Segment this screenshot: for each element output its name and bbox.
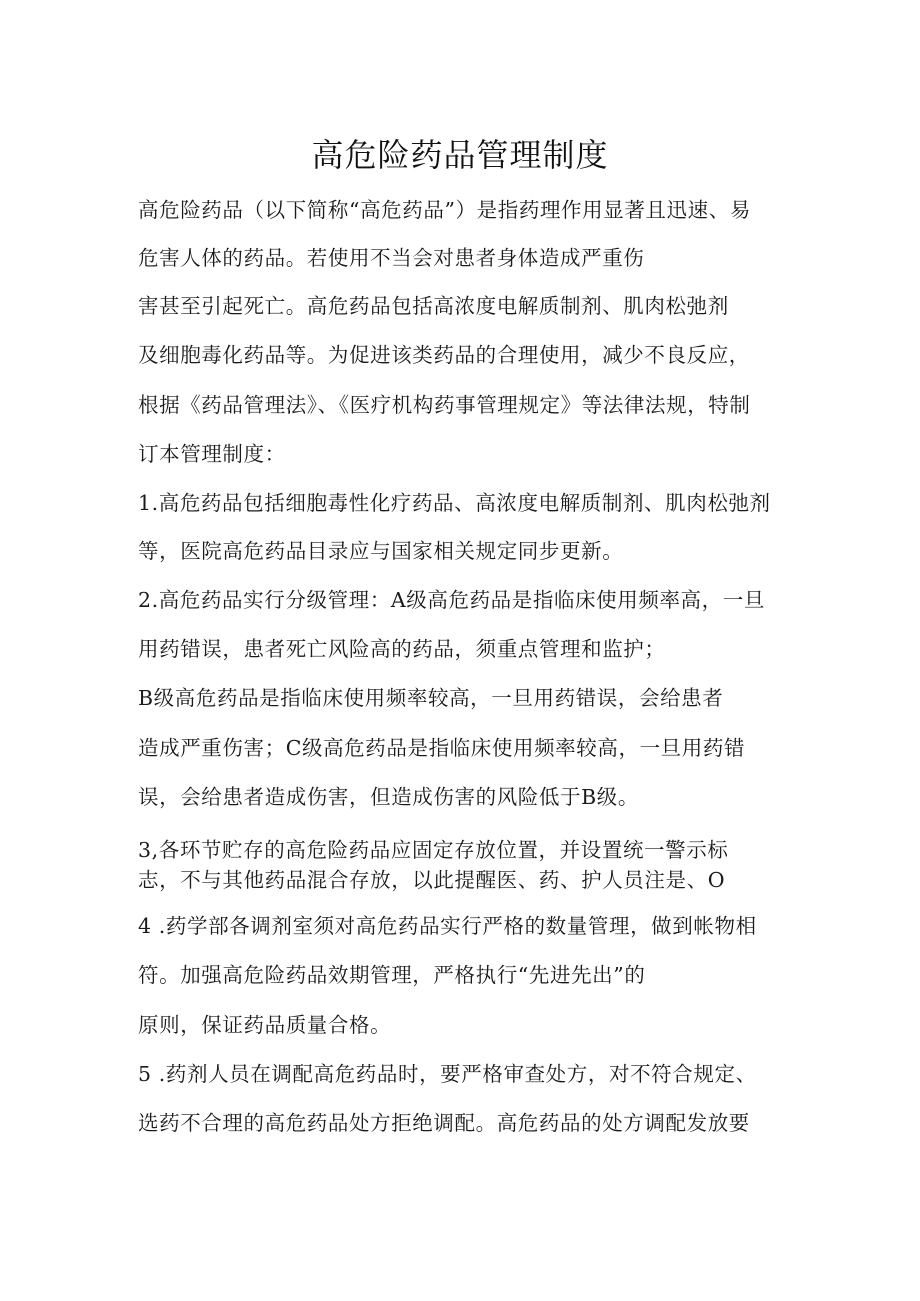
text-line: 2.高危药品实行分级管理：A级高危药品是指临床使用频率高，一旦 (138, 588, 765, 612)
text-line: 害甚至引起死亡。高危药品包括高浓度电解质制剂、肌肉松弛剂 (138, 294, 729, 318)
text-line: 符。加强高危险药品效期管理，严格执行“先进先出”的 (138, 963, 646, 987)
text-line: B级高危药品是指临床使用频率较高，一旦用药错误，会给患者 (138, 686, 724, 710)
text-line: 5 .药剂人员在调配高危药品时，要严格审查处方，对不符合规定、 (138, 1062, 757, 1086)
text-line: 危害人体的药品。若使用不当会对患者身体造成严重伤 (138, 246, 645, 270)
text-line: 及细胞毒化药品等。为促进该类药品的合理使用，减少不良反应， (138, 343, 750, 367)
text-line: 志，不与其他药品混合存放，以此提醒医、药、护人员注是、O (138, 868, 726, 892)
text-line: 造成严重伤害；C级高危药品是指临床使用频率较高，一旦用药错 (138, 736, 746, 760)
text-line: 1.高危药品包括细胞毒性化疗药品、高浓度电解质制剂、肌肉松弛剂 (138, 491, 771, 515)
text-line: 选药不合理的高危药品处方拒绝调配。高危药品的处方调配发放要 (138, 1111, 750, 1135)
text-line: 订本管理制度： (138, 442, 286, 466)
document-title: 高危险药品管理制度 (311, 136, 609, 174)
text-line: 原则，保证药品质量合格。 (138, 1013, 392, 1037)
text-line: 等，医院高危药品目录应与国家相关规定同步更新。 (138, 539, 624, 563)
text-line: 3,各环节贮存的高危险药品应固定存放位置，并设置统一警示标 (138, 838, 729, 862)
text-line: 根据《药品管理法》、《医疗机构药事管理规定》等法律法规，特制 (138, 393, 751, 417)
text-line: 4 .药学部各调剂室须对高危药品实行严格的数量管理，做到帐物相 (138, 914, 757, 938)
text-line: 用药错误，患者死亡风险高的药品，须重点管理和监护； (138, 637, 666, 661)
text-line: 误，会给患者造成伤害，但造成伤害的风险低于B级。 (138, 785, 639, 809)
text-line: 高危险药品（以下简称“高危药品”）是指药理作用显著且迅速、易 (138, 198, 751, 222)
